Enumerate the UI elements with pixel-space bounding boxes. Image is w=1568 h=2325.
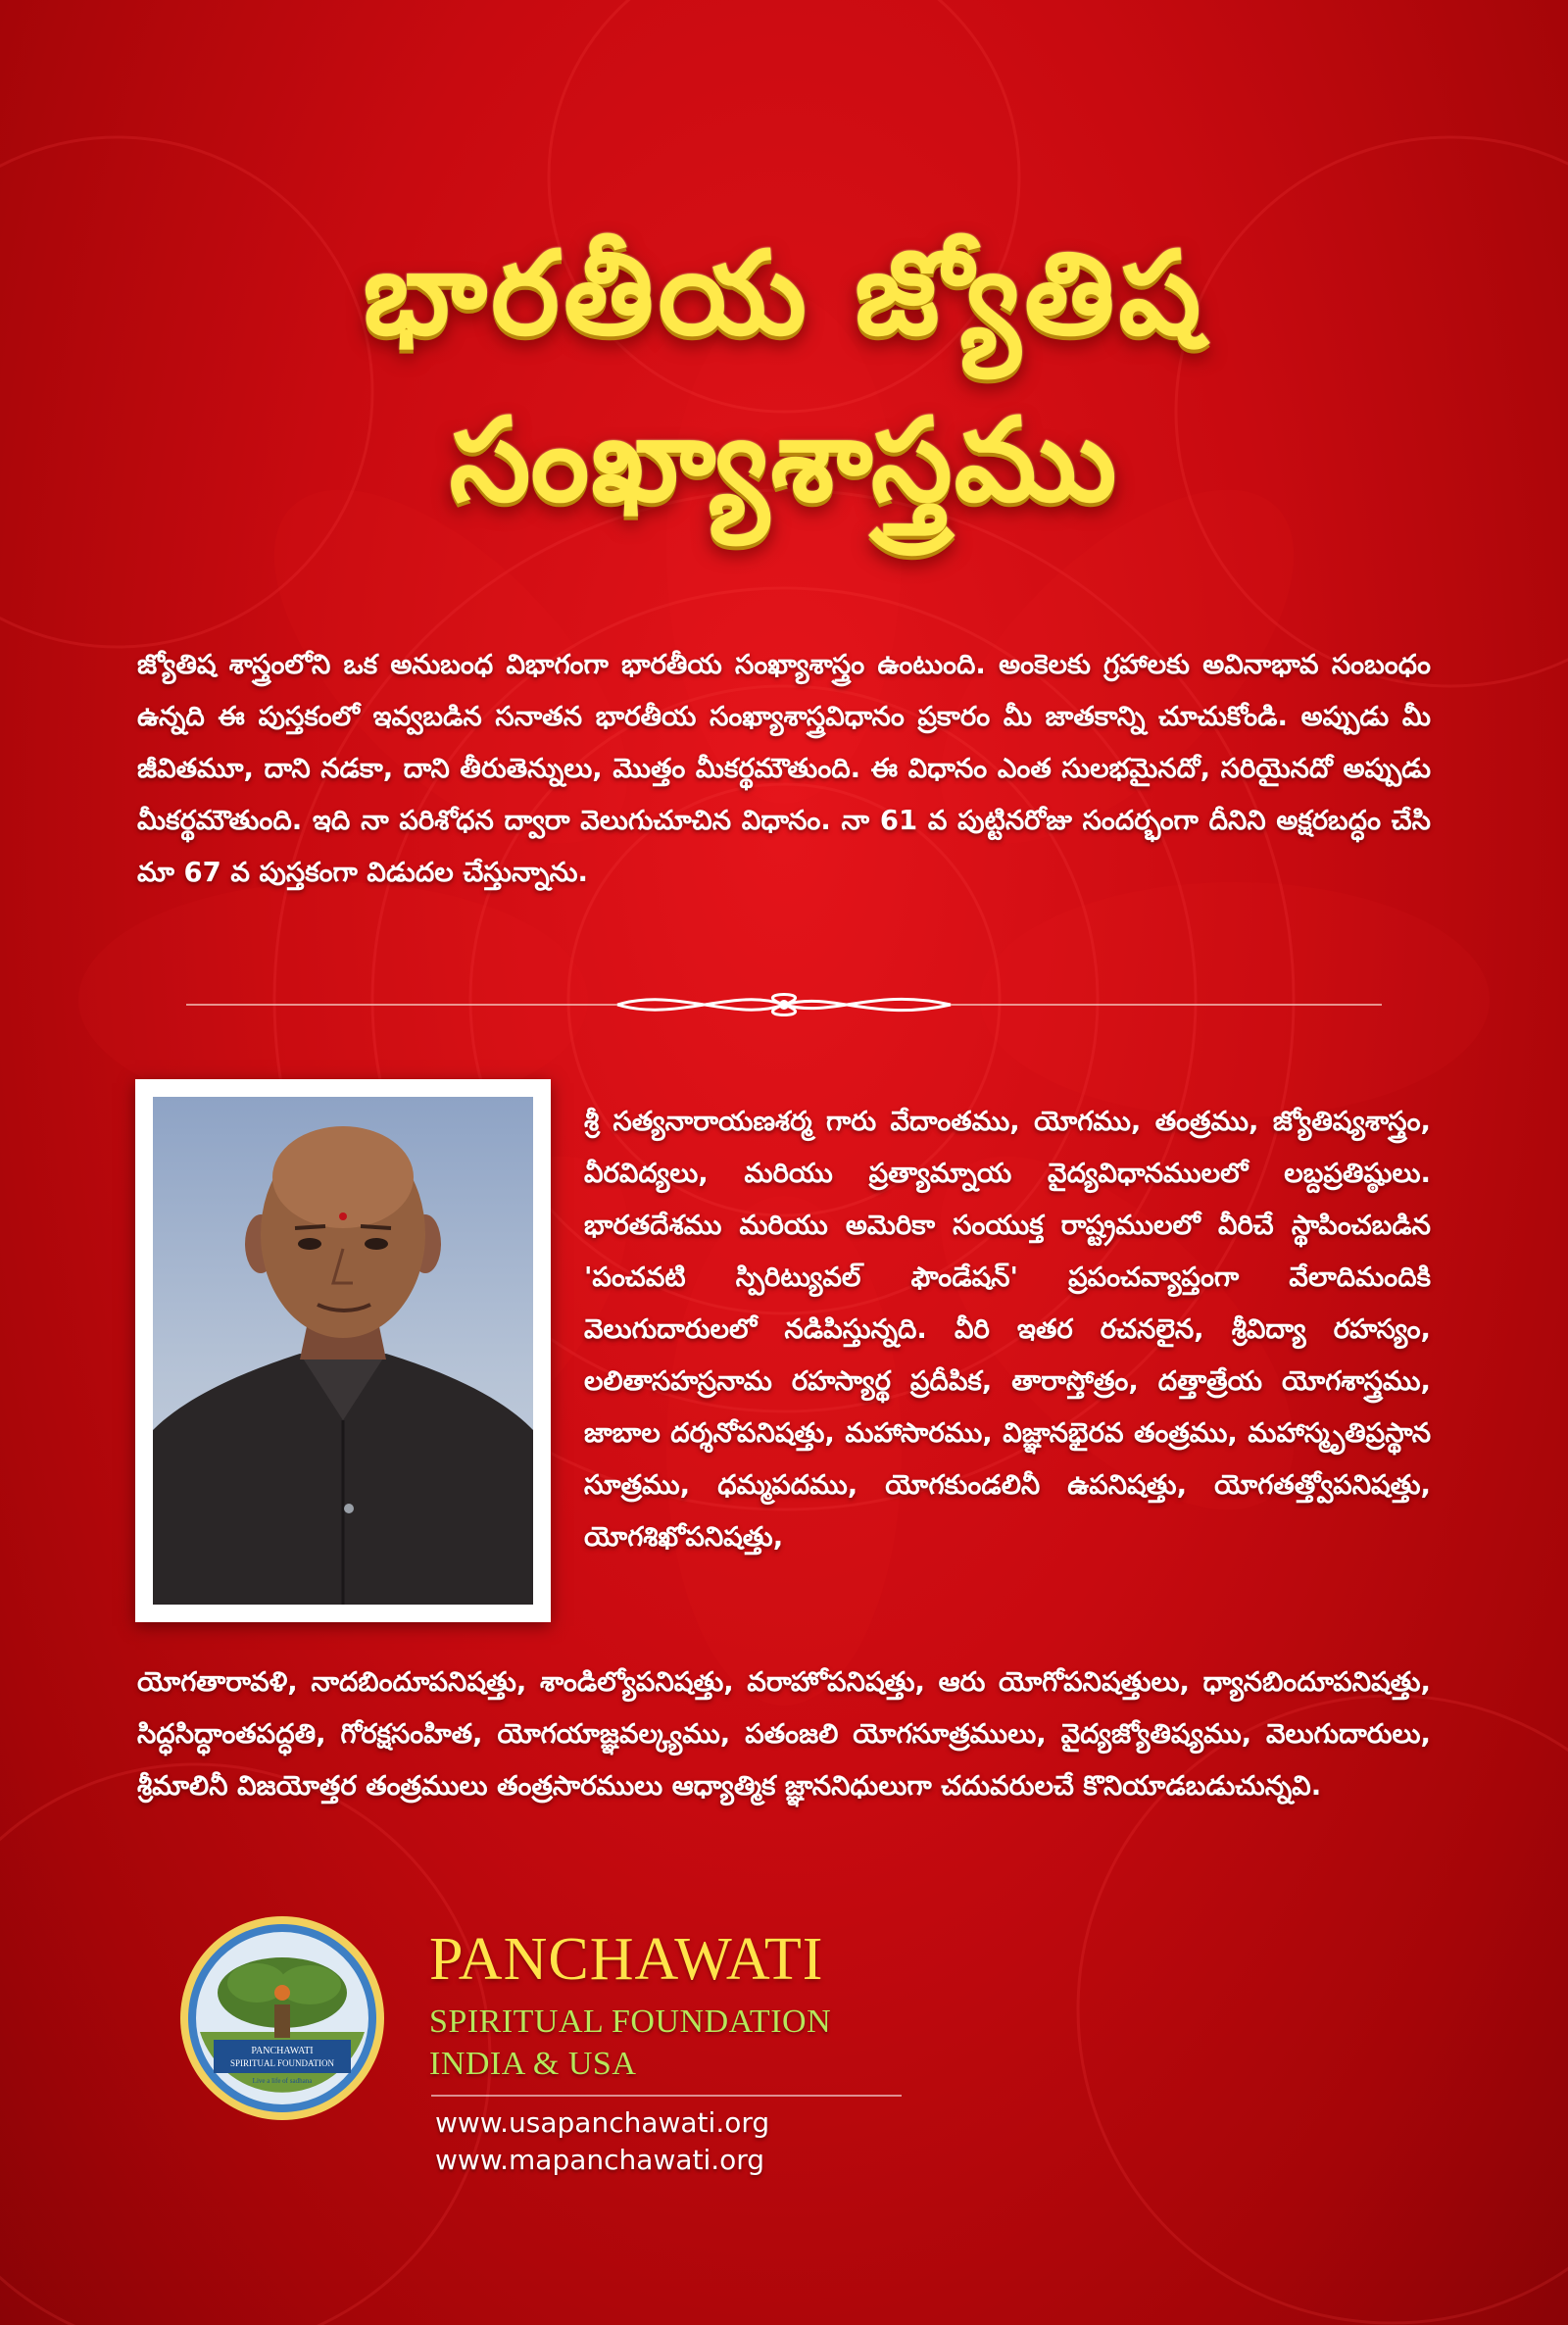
author-photo-frame [135,1079,551,1622]
org-name: PANCHAWATI [429,1926,824,1993]
logo-text-line2: SPIRITUAL FOUNDATION [230,2058,334,2068]
org-subtitle: SPIRITUAL FOUNDATION [429,2003,832,2040]
org-divider-line [431,2095,902,2097]
org-region: INDIA & USA [429,2046,637,2082]
website-url-india[interactable]: www.mapanchawati.org [435,2144,765,2176]
ornamental-divider [186,985,1382,1024]
logo-text-line1: PANCHAWATI [251,2046,314,2056]
panchawati-logo [178,1914,386,2122]
intro-paragraph: జ్యోతిష శాస్త్రంలోని ఒక అనుబంధ విభాగంగా భారతీయ సంఖ్యాశాస్త్రం ఉంటుంది. అంకెలకు గ్రహాలకు అవినాభావ సంబంధం ఉన్నది ఈ పుస్తకంలో ఇవ్వబడిన సనాతన భారతీయ సంఖ్యాశాస్త్రవిధానం ప్రకారం మీ జాతకాన్ని చూచుకోండి. అప్పుడు మీ జీవితమూ, దాని నడకా, దాని తీరుతెన్నులు, మొత్తం మీకర్థమౌతుంది. ఈ విధానం ఎంత సులభమైనదో, సరియైనదో అప్పుడు మీకర్థమౌతుంది. ఇది నా పరిశోధన ద్వారా వెలుగుచూచిన విధానం. నా 61 వ పుట్టినరోజు సందర్భంగా దీనిని అక్షరబద్ధం చేసి మా 67 వ పుస్తకంగా విడుదల చేస్తున్నాను. [137,649,1431,888]
author-photo [153,1097,533,1605]
author-bio-paragraph-part2: యోగతారావళి, నాదబిందూపనిషత్తు, శాండిల్యోపనిషత్తు, వరాహోపనిషత్తు, ఆరు యోగోపనిషత్తులు, ధ్యానబిందూపనిషత్తు, సిద్ధసిద్ధాంతపద్ధతి, గోరక్షసంహిత, యోగయాజ్ఞవల్క్యము, పతంజలి యోగసూత్రములు, వైద్యజ్యోతిష్యము, వెలుగుదారులు, శ్రీమాలినీ విజయోత్తర తంత్రములు తంత్రసారములు ఆధ్యాత్మిక జ్ఞాననిధులుగా చదువరులచే కొనియాడబడుచున్నవి. [137,1666,1431,1802]
book-title-line1: భారతీయ జ్యోతిష [363,225,1205,361]
book-title-line2: సంఖ్యాశాస్త్రము [449,392,1119,527]
logo-tagline: Live a life of sadhana [252,2077,313,2085]
website-url-usa[interactable]: www.usapanchawati.org [435,2106,770,2139]
author-bio-paragraph-part1: శ్రీ సత్యనారాయణశర్మ గారు వేదాంతము, యోగము, తంత్రము, జ్యోతిష్యశాస్త్రం, వీరవిద్యలు, మరియు ప్రత్యామ్నాయ వైద్యవిధానములలో లబ్దప్రతిష్ఠులు. భారతదేశము మరియు అమెరికా సంయుక్త రాష్ట్రములలో వీరిచే స్థాపించబడిన 'పంచవటి స్పిరిట్యువల్ ఫౌండేషన్' ప్రపంచవ్యాప్తంగా వేలాదిమందికి వెలుగుదారులలో నడిపిస్తున్నది. వీరి ఇతర రచనలైన, శ్రీవిద్యా రహస్యం, లలితాసహస్రనామ రహస్యార్థ ప్రదీపిక, తారాస్తోత్రం, దత్తాత్రేయ యోగశాస్త్రము, జాబాల దర్శనోపనిషత్తు, మహాసారము, విజ్ఞానభైరవ తంత్రము, మహాస్మృతిప్రస్థాన సూత్రము, ధమ్మపదము, యోగకుండలినీ ఉపనిషత్తు, యోగతత్త్వోపనిషత్తు, యోగశిఖోపనిషత్తు, [584,1106,1431,1553]
